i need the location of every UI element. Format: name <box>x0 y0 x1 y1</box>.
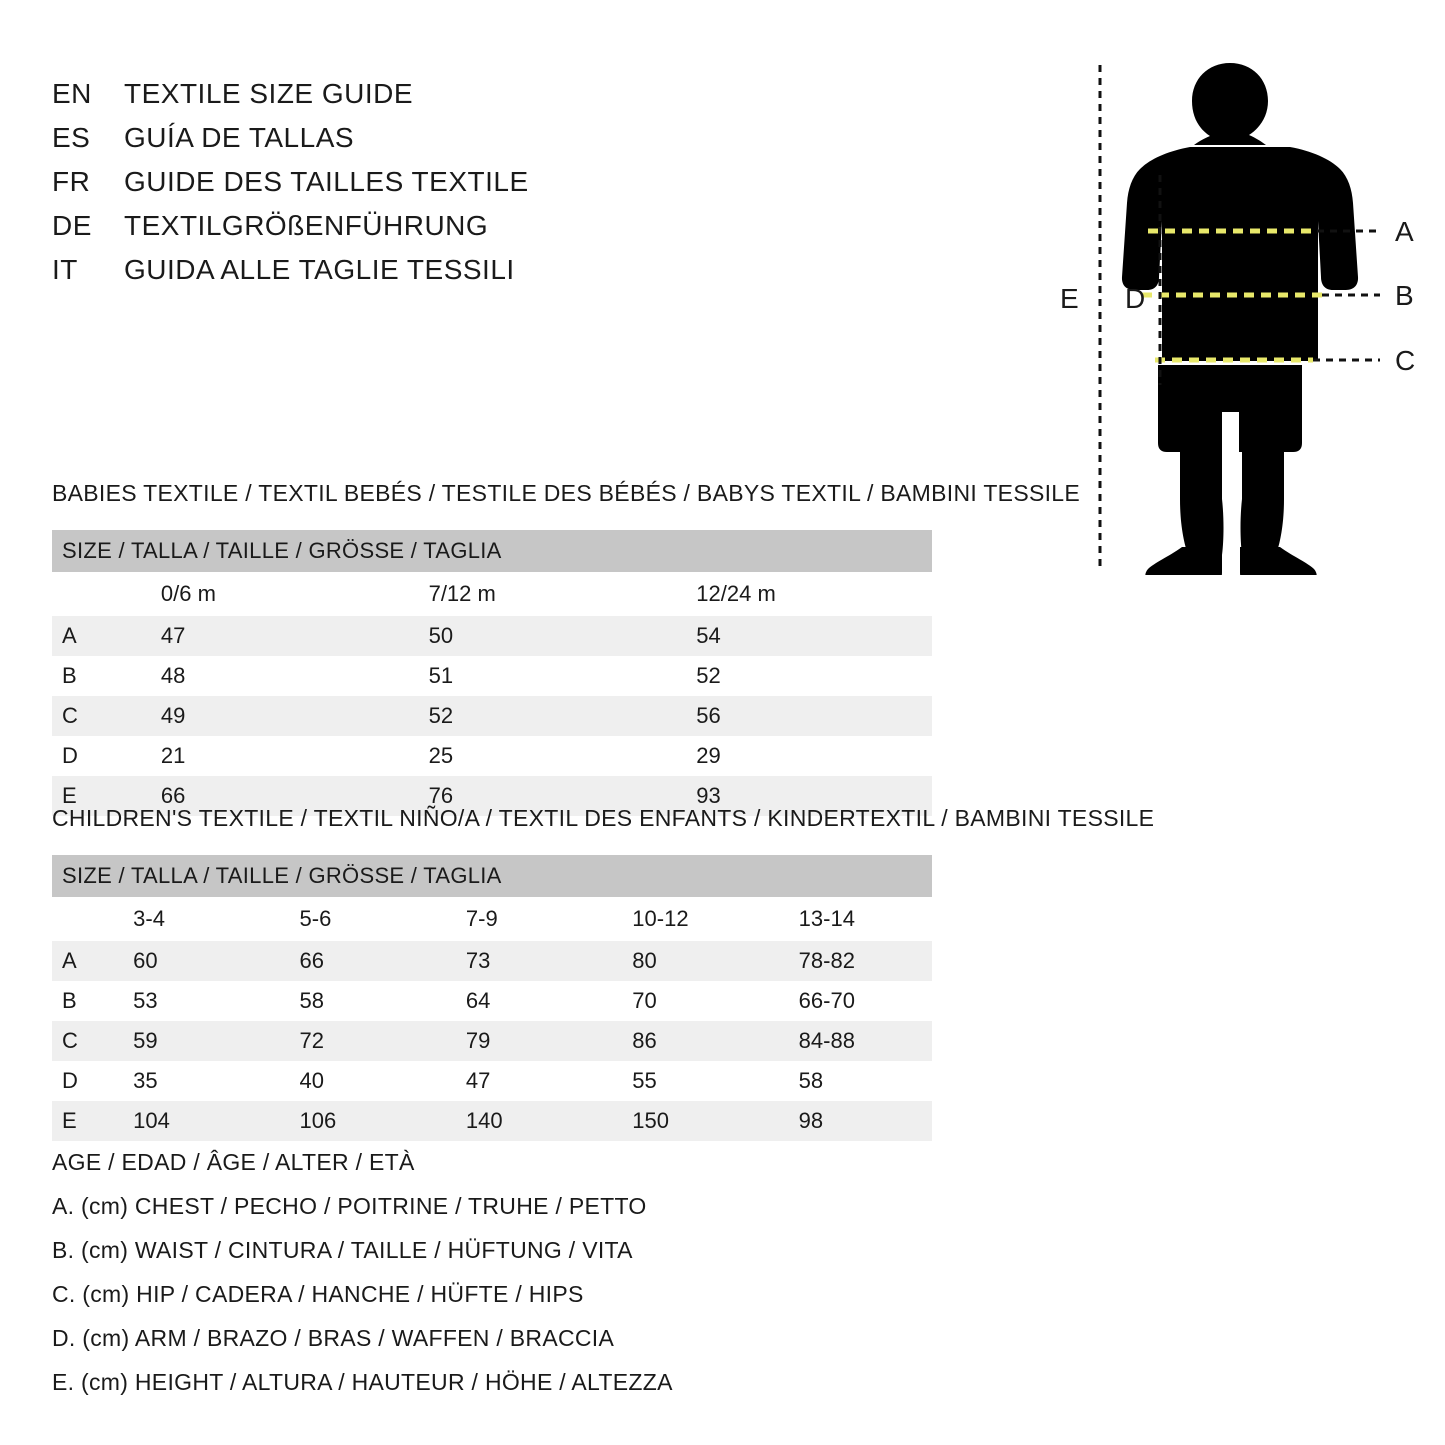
table-cell: 66-70 <box>767 981 932 1021</box>
legend-line: AGE / EDAD / ÂGE / ALTER / ETÀ <box>52 1149 415 1175</box>
language-title-list <box>52 72 672 292</box>
language-row <box>52 160 672 204</box>
legend-line: B. (cm) WAIST / CINTURA / TAILLE / HÜFTUNG / VITA <box>52 1237 633 1263</box>
row-label: A <box>52 616 129 656</box>
table-cell: 55 <box>600 1061 766 1101</box>
table-cell: 84-88 <box>767 1021 932 1061</box>
table-cell: 54 <box>664 616 932 656</box>
table-cell: 106 <box>268 1101 434 1141</box>
table-cell: 56 <box>664 696 932 736</box>
row-label: D <box>52 1061 101 1101</box>
table-cell: 35 <box>101 1061 267 1101</box>
table-header-row <box>52 530 932 572</box>
table-column-row <box>52 572 932 616</box>
table-cell: 80 <box>600 941 766 981</box>
marker-label-e: E <box>1060 283 1079 314</box>
table-cell: 104 <box>101 1101 267 1141</box>
table-cell: 47 <box>434 1061 600 1101</box>
table-cell: 29 <box>664 736 932 776</box>
language-title: TEXTILE SIZE GUIDE <box>124 78 414 109</box>
table-cell: 50 <box>397 616 665 656</box>
table-cell: 58 <box>767 1061 932 1101</box>
language-title: GUIDA ALLE TAGLIE TESSILI <box>124 254 515 285</box>
children-section-title: CHILDREN'S TEXTILE / TEXTIL NIÑO/A / TEXTIL DES ENFANTS / KINDERTEXTIL / BAMBINI TESSILE <box>52 805 1155 831</box>
table-cell: 79 <box>434 1021 600 1061</box>
table-cell: 66 <box>268 941 434 981</box>
table-cell: 76 <box>397 776 665 816</box>
table-row <box>52 941 932 981</box>
row-label: C <box>52 1021 101 1061</box>
language-code: FR <box>52 166 91 197</box>
row-label: E <box>52 776 129 816</box>
language-code: IT <box>52 254 78 285</box>
marker-label-b: B <box>1395 280 1414 311</box>
legend-line: D. (cm) ARM / BRAZO / BRAS / WAFFEN / BRACCIA <box>52 1325 615 1351</box>
table-header-row <box>52 855 932 897</box>
table-row <box>52 616 932 656</box>
column-header: 10-12 <box>600 897 766 941</box>
column-header: 7-9 <box>434 897 600 941</box>
table-cell: 21 <box>129 736 397 776</box>
measurement-legend <box>52 1140 952 1404</box>
table-column-row <box>52 897 932 941</box>
corner-cell <box>52 572 129 616</box>
column-header: 13-14 <box>767 897 932 941</box>
table-cell: 78-82 <box>767 941 932 981</box>
row-label: B <box>52 656 129 696</box>
table-cell: 47 <box>129 616 397 656</box>
column-header: 7/12 m <box>397 572 665 616</box>
language-title: GUÍA DE TALLAS <box>124 122 355 153</box>
row-label: C <box>52 696 129 736</box>
language-row <box>52 72 672 116</box>
table-cell: 40 <box>268 1061 434 1101</box>
legend-line: E. (cm) HEIGHT / ALTURA / HAUTEUR / HÖHE / ALTEZZA <box>52 1369 673 1395</box>
column-header: 5-6 <box>268 897 434 941</box>
language-code: EN <box>52 78 92 109</box>
measurement-diagram <box>1030 55 1430 575</box>
table-row <box>52 981 932 1021</box>
table-cell: 70 <box>600 981 766 1021</box>
table-row <box>52 1101 932 1141</box>
table-cell: 66 <box>129 776 397 816</box>
row-label: A <box>52 941 101 981</box>
language-title: TEXTILGRÖßENFÜHRUNG <box>124 210 489 241</box>
table-cell: 98 <box>767 1101 932 1141</box>
legend-line: C. (cm) HIP / CADERA / HANCHE / HÜFTE / HIPS <box>52 1281 584 1307</box>
table-row <box>52 696 932 736</box>
legend-line: A. (cm) CHEST / PECHO / POITRINE / TRUHE / PETTO <box>52 1193 647 1219</box>
table-cell: 52 <box>397 696 665 736</box>
table-cell: 72 <box>268 1021 434 1061</box>
table-cell: 48 <box>129 656 397 696</box>
language-code: DE <box>52 210 92 241</box>
row-label: B <box>52 981 101 1021</box>
language-row <box>52 248 672 292</box>
table-cell: 140 <box>434 1101 600 1141</box>
table-row <box>52 1061 932 1101</box>
table-cell: 73 <box>434 941 600 981</box>
table-cell: 25 <box>397 736 665 776</box>
corner-cell <box>52 897 101 941</box>
language-code: ES <box>52 122 91 153</box>
table-cell: 93 <box>664 776 932 816</box>
row-label: E <box>52 1101 101 1141</box>
table-cell: 60 <box>101 941 267 981</box>
column-header: 0/6 m <box>129 572 397 616</box>
table-row <box>52 736 932 776</box>
marker-label-a: A <box>1395 216 1414 247</box>
column-header: 12/24 m <box>664 572 932 616</box>
language-row <box>52 204 672 248</box>
table-cell: 150 <box>600 1101 766 1141</box>
table-row <box>52 1021 932 1061</box>
children-table-header: SIZE / TALLA / TAILLE / GRÖSSE / TAGLIA <box>52 855 932 897</box>
table-cell: 53 <box>101 981 267 1021</box>
table-cell: 86 <box>600 1021 766 1061</box>
babies-section-title: BABIES TEXTILE / TEXTIL BEBÉS / TESTILE DES BÉBÉS / BABYS TEXTIL / BAMBINI TESSILE <box>52 480 1081 506</box>
children-size-table <box>52 855 932 1141</box>
table-cell: 51 <box>397 656 665 696</box>
babies-table-header: SIZE / TALLA / TAILLE / GRÖSSE / TAGLIA <box>52 530 932 572</box>
row-label: D <box>52 736 129 776</box>
marker-label-d: D <box>1125 283 1146 314</box>
child-silhouette-icon <box>1122 63 1358 575</box>
language-row <box>52 116 672 160</box>
table-cell: 49 <box>129 696 397 736</box>
table-cell: 64 <box>434 981 600 1021</box>
table-cell: 59 <box>101 1021 267 1061</box>
language-title: GUIDE DES TAILLES TEXTILE <box>124 166 529 197</box>
marker-label-c: C <box>1395 345 1416 376</box>
table-cell: 52 <box>664 656 932 696</box>
babies-size-table <box>52 530 932 816</box>
table-cell: 58 <box>268 981 434 1021</box>
table-row <box>52 656 932 696</box>
column-header: 3-4 <box>101 897 267 941</box>
